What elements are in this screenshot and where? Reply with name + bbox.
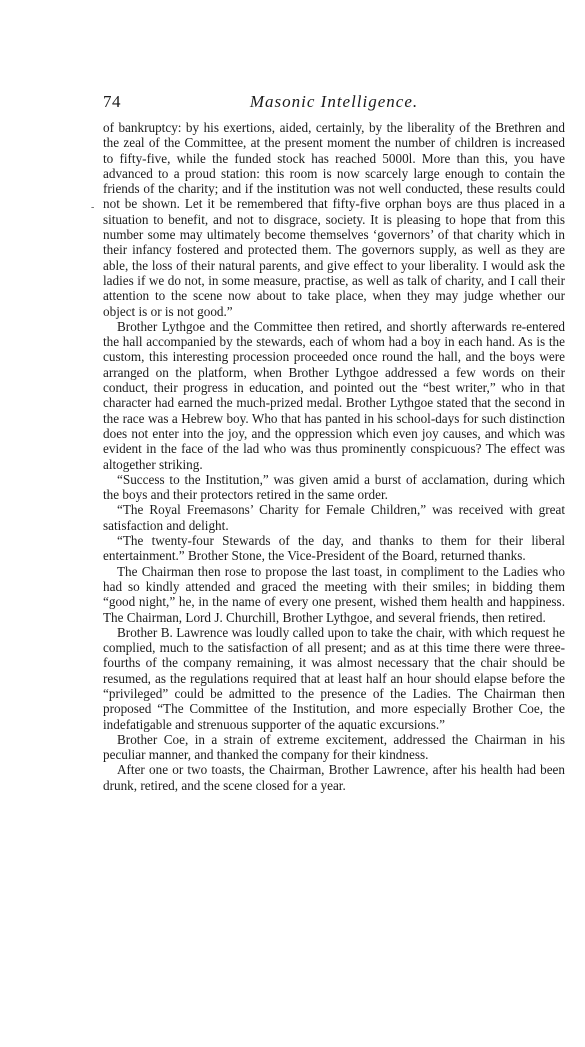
paragraph-coe-reply: Brother Coe, in a strain of extreme excitement, addressed the Chairman in his peculiar manner, and thanked the company for their kindness.: [103, 731, 565, 763]
page-header: [103, 92, 565, 116]
paragraph-toast-institution: “Success to the Institution,” was given amid a burst of acclamation, during which the boys and their protectors retired in the same order.: [103, 471, 565, 503]
paragraph-procession: Brother Lythgoe and the Committee then retired, and shortly afterwards re-entered the hall accompanied by the stewards, each of whom had a boy in each hand. As is the custom, this interesting procession proceeded once round the hall, and the boys were arranged on the platform, when Brother Lythgoe addressed a few words on their conduct, their progress in education, and pointed out the “best writer,” who in that character had earned the much-prized medal. Brother Lythgoe stated that the second in the race was a Hebrew boy. Who that has panted in his school-days for such distinction does not enter into the joy, and the oppression which even joy causes, and which was evident in the face of the lad who was thus prominently conspicuous? The effect was altogether striking.: [103, 318, 565, 472]
book-page: [103, 92, 565, 793]
margin-mark: -: [91, 202, 95, 213]
paragraph-speech-conclusion: of bankruptcy: by his exertions, aided, certainly, by the liberality of the Brethren and the zeal of the Committee, at the present moment the number of children is increased to fifty-five, while the funded stock has reached 5000l. More than this, you have advanced to a proud station: this room is now scarcely large enough to contain the friends of the charity; and if the institution was not well conducted, these results could not be shown. Let it be remembered that fifty-five orphan boys are thus placed in a situation to benefit, and not to disgrace, society. It is pleasing to hope that from this number some may ultimately become themselves ‘governors’ of that charity which in their infancy fostered and protected them. The governors supply, as well as they are able, the loss of their natural parents, and give effect to your liberality. I would ask the ladies if we do not, in some measure, practise, as well as talk of charity, and I call their attention to the scene now about to take place, when they may judge whether our object is or is not good.”: [103, 120, 565, 319]
paragraph-lawrence-chair: Brother B. Lawrence was loudly called upon to take the chair, with which request he complied, much to the satisfaction of all present; and as at this time there were three-fourths of the company remaining, it was almost necessary that the chair should be resumed, as the regulations required that at least half an hour should elapse before the “privileged” could be admitted to the presence of the Ladies. The Chairman then proposed “The Committee of the Institution, and more especially Brother Coe, the indefatigable and strenuous supporter of the aquatic excursions.”: [103, 624, 565, 732]
paragraph-toast-stewards: “The twenty-four Stewards of the day, and thanks to them for their liberal entertainment.” Brother Stone, the Vice-President of the Board, returned thanks.: [103, 533, 565, 564]
paragraph-closing: After one or two toasts, the Chairman, Brother Lawrence, after his health had been drunk, retired, and the scene closed for a year.: [103, 762, 565, 793]
page-number: 74: [103, 92, 121, 111]
paragraph-toast-female-charity: “The Royal Freemasons’ Charity for Female Children,” was received with great satisfaction and delight.: [103, 502, 565, 533]
body-text: [103, 120, 565, 793]
paragraph-toast-ladies: The Chairman then rose to propose the last toast, in compliment to the Ladies who had so kindly attended and graced the meeting with their smiles; in bidding them “good night,” he, in the name of every one present, wished them health and happiness. The Chairman, Lord J. Churchill, Brother Lythgoe, and several friends, then retired.: [103, 563, 565, 625]
running-head: Masonic Intelligence.: [249, 92, 419, 111]
